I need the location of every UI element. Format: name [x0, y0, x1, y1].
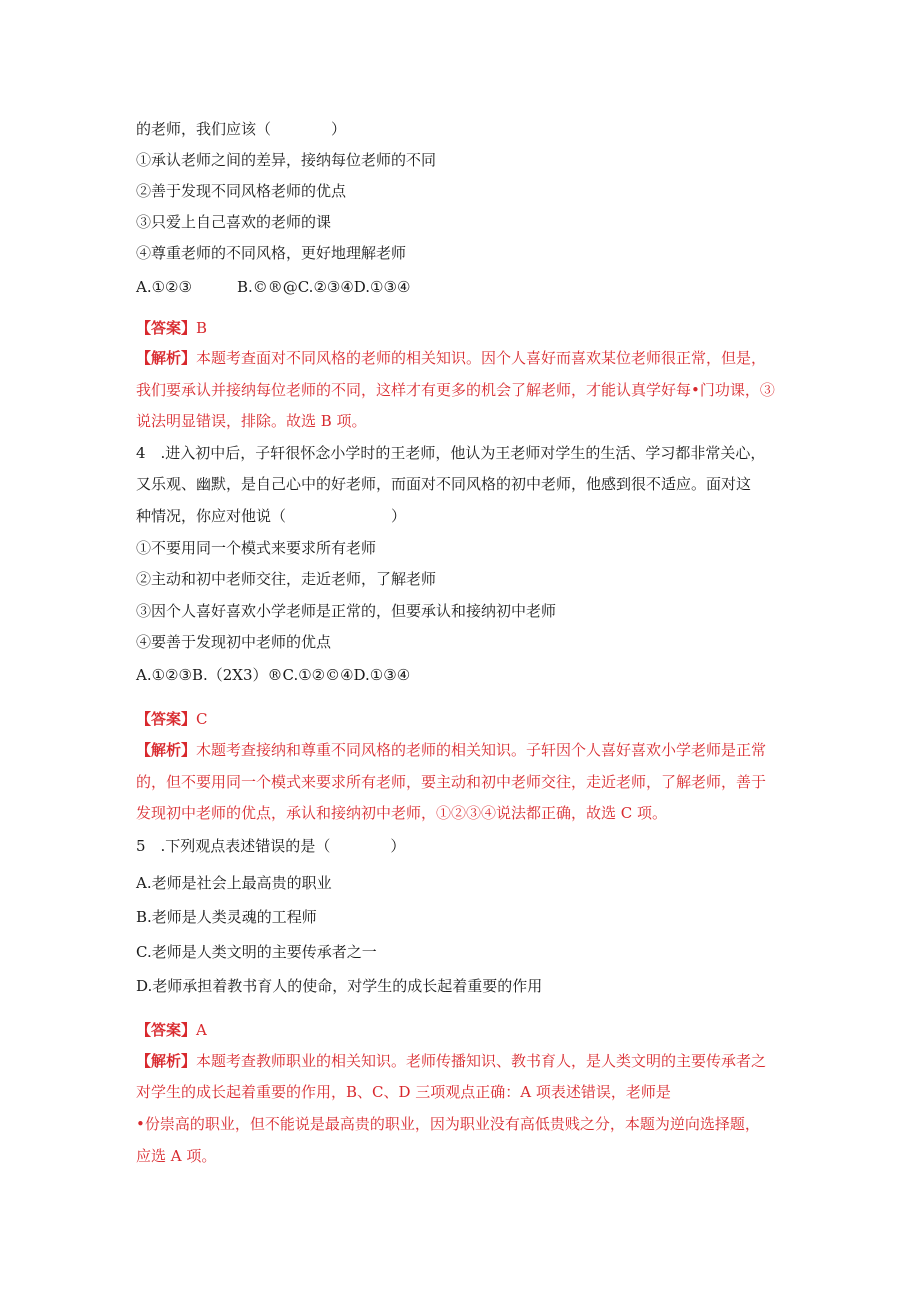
- q3-analysis: [136, 348, 766, 368]
- q3-analysis-line-2: 我们要承认并接纳每位老师的不同，这样才有更多的机会了解老师，才能认真学好每•门功课，③: [136, 381, 775, 399]
- answer-value: B: [196, 319, 208, 337]
- q4-stem-line-1: 4 .进入初中后，子轩很怀念小学时的王老师，他认为王老师对学生的生活、学习都非常关心，: [136, 444, 766, 462]
- q5-analysis-line-4: 应选 A 项。: [136, 1147, 217, 1165]
- q5-analysis-line-2: 对学生的成长起着重要的作用，B、C、D 三项观点正确：A 项表述错误，老师是: [136, 1083, 671, 1101]
- answer-value: A: [196, 1021, 207, 1039]
- q4-analysis-line-2: 的，但不要用同一个模式来要求所有老师，要主动和初中老师交往，走近老师，了解老师，善于: [136, 773, 767, 791]
- q5-option-a: A.老师是社会上最高贵的职业: [136, 874, 332, 892]
- q5-option-c: C.老师是人类文明的主要传承者之一: [136, 943, 377, 961]
- q4-choices: A.①②③B.（2X3）®C.①②©④D.①③④: [136, 666, 411, 684]
- answer-value: C: [196, 710, 208, 728]
- q5-option-b: B.老师是人类灵魂的工程师: [136, 908, 317, 926]
- q4-analysis-line-3: 发现初中老师的优点，承认和接纳初中老师，①②③④说法都正确，故选 C 项。: [136, 804, 668, 822]
- answer-tag: 【答案】: [136, 1021, 197, 1039]
- q3-option-4: ④尊重老师的不同风格，更好地理解老师: [136, 244, 407, 262]
- q3-choices: A.①②③ B.©®@C.②③④D.①③④: [136, 278, 411, 296]
- q3-analysis-line-3: 说法明显错误，排除。故选 B 项。: [136, 412, 367, 430]
- q4-answer: [136, 709, 208, 729]
- q5-stem: 5 .下列观点表述错误的是（ ）: [136, 837, 406, 855]
- q5-analysis: [136, 1051, 766, 1071]
- q3-option-2: ②善于发现不同风格老师的优点: [136, 182, 347, 200]
- q4-option-3: ③因个人喜好喜欢小学老师是正常的，但要承认和接纳初中老师: [136, 602, 557, 620]
- q3-option-3: ③只爱上自己喜欢的老师的课: [136, 213, 332, 231]
- analysis-text: 本题考查教师职业的相关知识。老师传播知识、教书育人，是人类文明的主要传承者之: [196, 1052, 767, 1070]
- analysis-text: 本题考查面对不同风格的老师的相关知识。因个人喜好而喜欢某位老师很正常，但是，: [196, 349, 767, 367]
- q4-option-2: ②主动和初中老师交往，走近老师，了解老师: [136, 570, 437, 588]
- analysis-tag: 【解析】: [136, 741, 197, 759]
- answer-tag: 【答案】: [136, 319, 197, 337]
- analysis-text: 木题考查接纳和尊重不同风格的老师的相关知识。子轩因个人喜好喜欢小学老师是正常: [196, 741, 767, 759]
- q5-analysis-line-3: •份崇高的职业，但不能说是最高贵的职业，因为职业没有高低贵贱之分，本题为逆向选择题，: [136, 1115, 760, 1133]
- q4-option-4: ④要善于发现初中老师的优点: [136, 633, 332, 651]
- q5-option-d: D.老师承担着教书育人的使命，对学生的成长起着重要的作用: [136, 977, 543, 995]
- q3-option-1: ①承认老师之间的差异，接纳每位老师的不同: [136, 151, 437, 169]
- q4-stem-line-3: 种情况，你应对他说（ ）: [136, 507, 407, 525]
- q4-stem-line-2: 又乐观、幽默，是自己心中的好老师，而面对不同风格的初中老师，他感到很不适应。面对这: [136, 475, 752, 493]
- analysis-tag: 【解析】: [136, 1052, 197, 1070]
- q3-answer: [136, 318, 207, 338]
- q5-answer: [136, 1020, 207, 1040]
- q4-option-1: ①不要用同一个模式来要求所有老师: [136, 539, 377, 557]
- q3-stem-end: 的老师，我们应该（ ）: [136, 120, 347, 138]
- analysis-tag: 【解析】: [136, 349, 197, 367]
- q4-analysis: [136, 740, 766, 760]
- answer-tag: 【答案】: [136, 710, 197, 728]
